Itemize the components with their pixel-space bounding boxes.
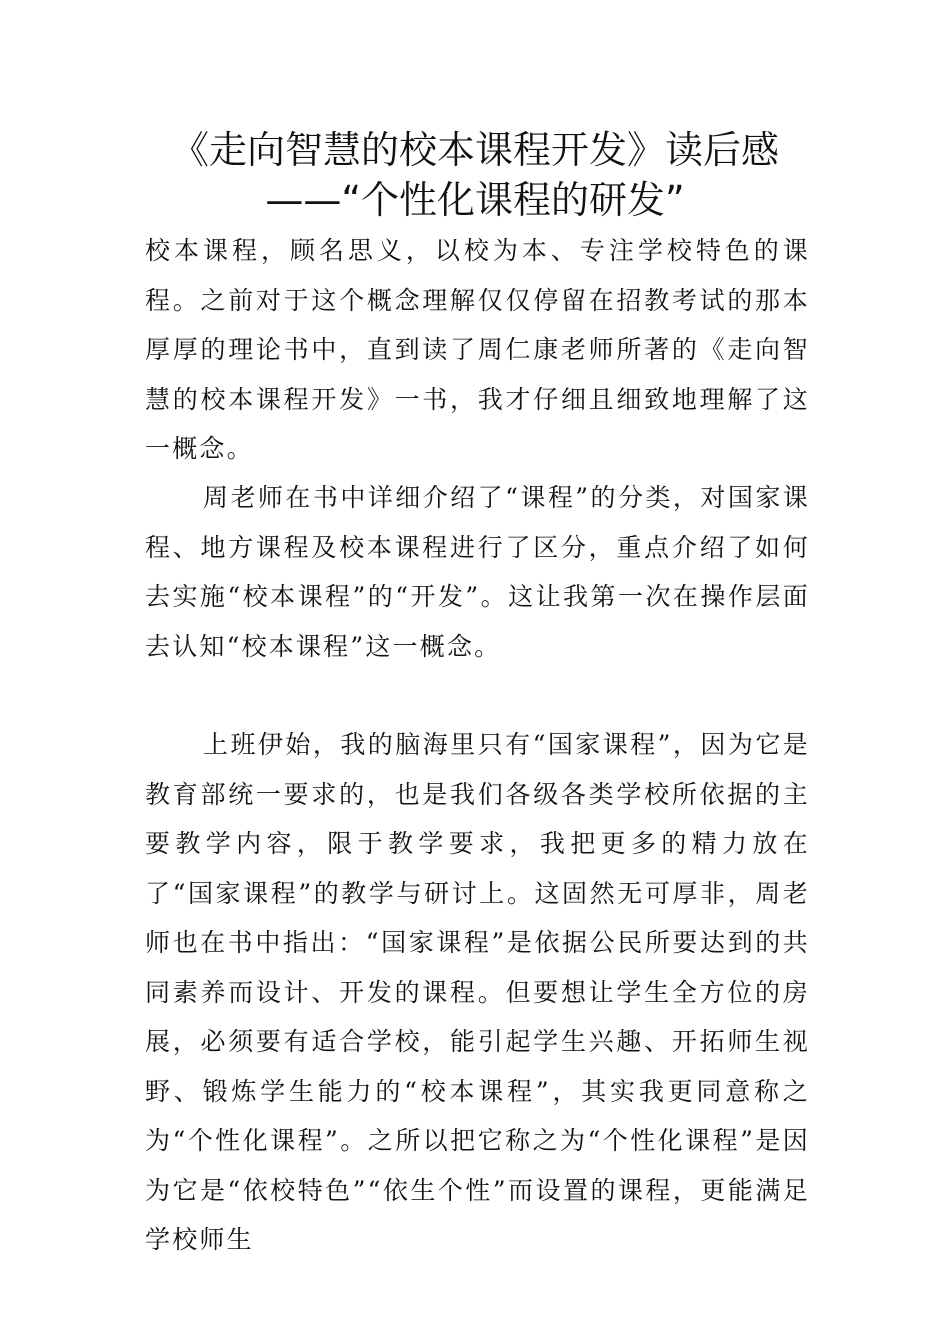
paragraph-3: 上班伊始，我的脑海里只有“国家课程”，因为它是教育部统一要求的，也是我们各级各类学校所依据的主要教学内容，限于教学要求，我把更多的精力放在了“国家课程”的教学与研讨上。这固然无可厚非，周老师也在书中指出：“国家课程”是依据公民所要达到的共同素养而设计、开发的课程。但要想让学生全方位的房展，必须要有适合学校，能引起学生兴趣、开拓师生视野、锻炼学生能力的“校本课程”，其实我更同意称之为“个性化课程”。之所以把它称之为“个性化课程”是因为它是“依校特色”“依生个性”而设置的课程，更能满足学校师生 (145, 730, 810, 1254)
paragraph-1: 校本课程，顾名思义，以校为本、专注学校特色的课程。之前对于这个概念理解仅仅停留在招教考试的那本厚厚的理论书中，直到读了周仁康老师所著的《走向智慧的校本课程开发》一书，我才仔细且细致地理解了这一概念。 (145, 236, 810, 463)
document-subtitle: ——“个性化课程的研发” (265, 178, 685, 222)
paragraph-2: 周老师在书中详细介绍了“课程”的分类，对国家课程、地方课程及校本课程进行了区分，重点介绍了如何去实施“校本课程”的“开发”。这让我第一次在操作层面去认知“校本课程”这一概念。 (145, 483, 810, 661)
document-title: 《走向智慧的校本课程开发》读后感 (170, 128, 779, 172)
